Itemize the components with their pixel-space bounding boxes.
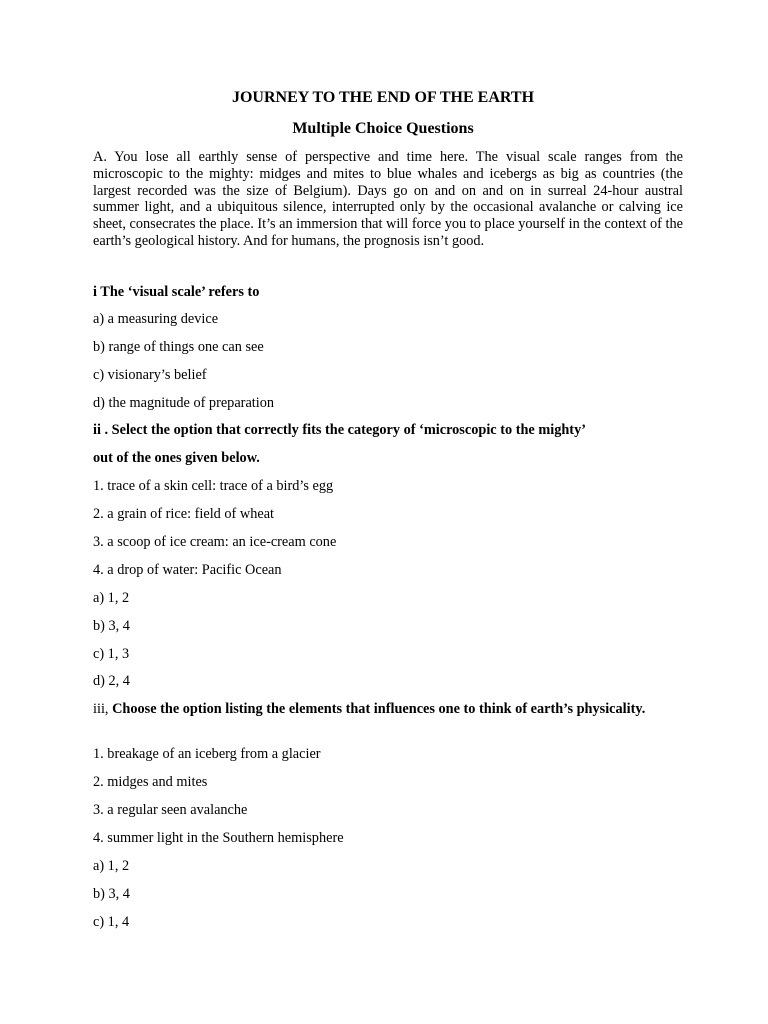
document-title: JOURNEY TO THE END OF THE EARTH xyxy=(231,89,535,106)
q3-option-b: b) 3, 4 xyxy=(93,886,130,902)
question-2-line-1: ii . Select the option that correctly fits the category of ‘microscopic to the mighty’ xyxy=(93,422,586,438)
q2-option-a: a) 1, 2 xyxy=(93,590,130,606)
q2-item-3: 3. a scoop of ice cream: an ice-cream cone xyxy=(93,534,337,550)
q3-item-3: 3. a regular seen avalanche xyxy=(93,802,248,818)
passage-a: A. You lose all earthly sense of perspective and time here. The visual scale ranges from the microscopic to the mighty: midges and mites to blue whales and icebergs as big as countries (the largest recorded was the size of Belgium). Days go on and on and on in surreal 24-hour austral summer light, and a ubiquitous silence, interrupted only by the occasional avalanche or calving ice sheet, consecrates the place. It’s an immersion that will force you to place yourself in the context of the earth’s geological history. And for humans, the prognosis isn’t good. xyxy=(93,149,683,249)
q2-item-2: 2. a grain of rice: field of wheat xyxy=(93,506,275,522)
q2-item-4: 4. a drop of water: Pacific Ocean xyxy=(93,562,282,578)
question-2-line-2: out of the ones given below. xyxy=(93,450,260,466)
q3-item-2: 2. midges and mites xyxy=(93,774,208,790)
document-subtitle: Multiple Choice Questions xyxy=(292,120,474,137)
question-3-prefix: iii, xyxy=(93,701,109,717)
q2-option-b: b) 3, 4 xyxy=(93,618,130,634)
q1-option-d: d) the magnitude of preparation xyxy=(93,395,275,411)
q2-item-1: 1. trace of a skin cell: trace of a bird’s egg xyxy=(93,478,334,494)
q2-option-c: c) 1, 3 xyxy=(93,646,130,662)
question-3 xyxy=(93,701,653,718)
q3-option-c: c) 1, 4 xyxy=(93,914,130,930)
q1-option-a: a) a measuring device xyxy=(93,311,219,327)
q3-item-4: 4. summer light in the Southern hemisphere xyxy=(93,830,344,846)
q3-option-a: a) 1, 2 xyxy=(93,858,130,874)
q1-option-c: c) visionary’s belief xyxy=(93,367,207,383)
question-3-text: Choose the option listing the elements that influences one to think of earth’s physicality. xyxy=(112,701,646,717)
q1-option-b: b) range of things one can see xyxy=(93,339,264,355)
q2-option-d: d) 2, 4 xyxy=(93,673,130,689)
q3-item-1: 1. breakage of an iceberg from a glacier xyxy=(93,746,321,762)
question-1: i The ‘visual scale’ refers to xyxy=(93,284,260,300)
